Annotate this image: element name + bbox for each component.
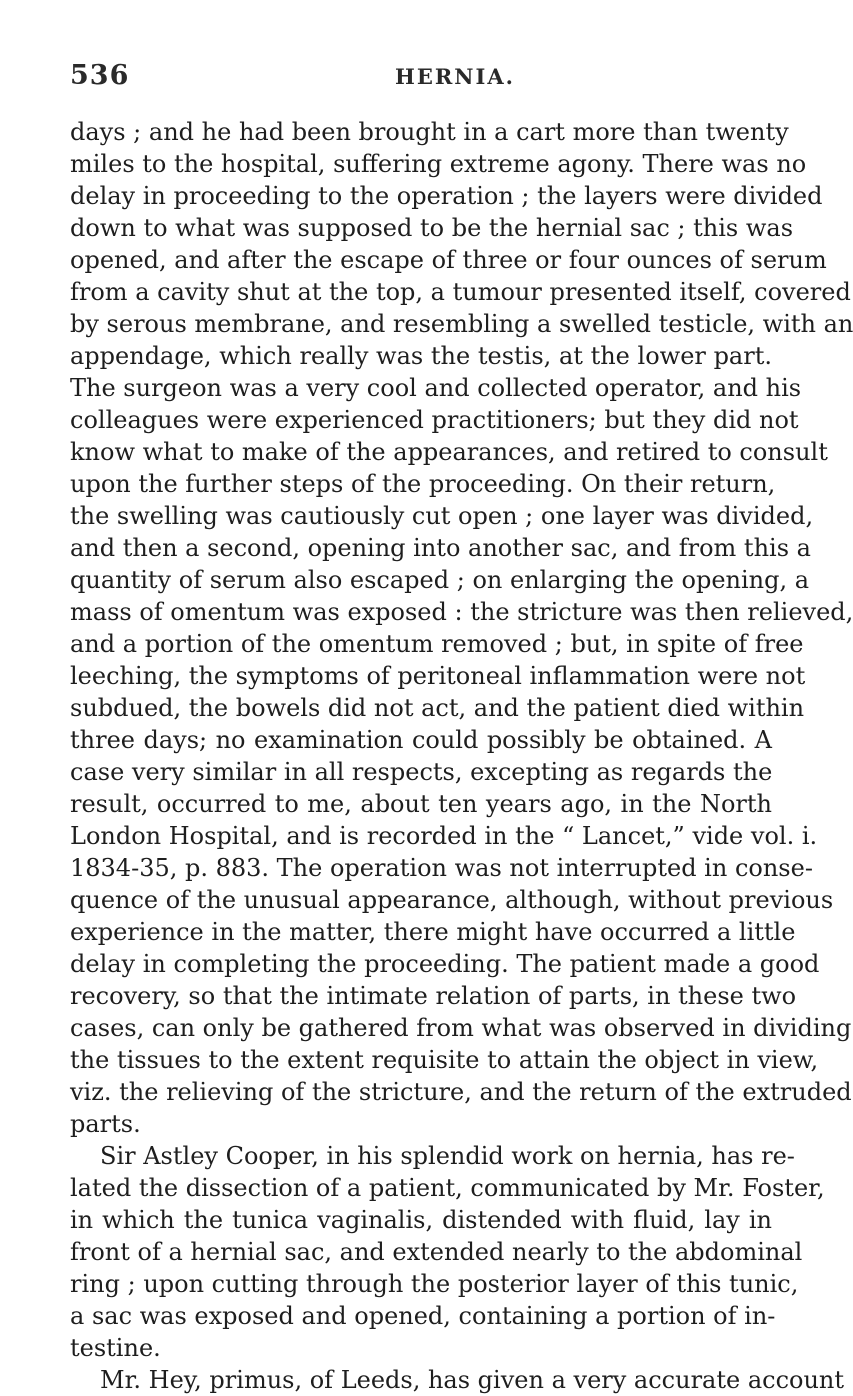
text-line: in which the tunica vaginalis, distended with fluid, lay in xyxy=(70,1206,772,1234)
text-line: miles to the hospital, suffering extreme agony. There was no xyxy=(70,150,807,178)
text-line: three days; no examination could possibly be obtained. A xyxy=(70,726,772,754)
text-line: and a portion of the omentum removed ; but, in spite of free xyxy=(70,630,804,658)
text-line: experience in the matter, there might have occurred a little xyxy=(70,918,796,946)
body-text xyxy=(70,116,853,1396)
text-line: quantity of serum also escaped ; on enlarging the opening, a xyxy=(70,566,810,594)
text-line: days ; and he had been brought in a cart more than twenty xyxy=(70,118,789,146)
text-line: cases, can only be gathered from what was observed in dividing xyxy=(70,1014,852,1042)
text-line: The surgeon was a very cool and collected operator, and his xyxy=(70,374,802,402)
text-line: the tissues to the extent requisite to attain the object in view, xyxy=(70,1046,819,1074)
text-line: viz. the relieving of the stricture, and the return of the extruded xyxy=(70,1078,852,1106)
text-line: and then a second, opening into another sac, and from this a xyxy=(70,534,811,562)
text-line: by serous membrane, and resembling a swelled testicle, with an xyxy=(70,310,853,338)
text-line: delay in proceeding to the operation ; the layers were divided xyxy=(70,182,823,210)
text-line: know what to make of the appearances, and retired to consult xyxy=(70,438,828,466)
text-line: Sir Astley Cooper, in his splendid work on hernia, has re- xyxy=(100,1142,795,1170)
text-line: parts. xyxy=(70,1110,141,1138)
running-title: HERNIA. xyxy=(395,64,515,89)
text-line: upon the further steps of the proceeding. On their return, xyxy=(70,470,776,498)
text-line: recovery, so that the intimate relation of parts, in these two xyxy=(70,982,797,1010)
text-line: ring ; upon cutting through the posterior layer of this tunic, xyxy=(70,1270,799,1298)
text-line: opened, and after the escape of three or four ounces of serum xyxy=(70,246,827,274)
text-line: subdued, the bowels did not act, and the patient died within xyxy=(70,694,805,722)
text-line: colleagues were experienced practitioners; but they did not xyxy=(70,406,799,434)
text-line: quence of the unusual appearance, although, without previous xyxy=(70,886,834,914)
text-line: 1834-35, p. 883. The operation was not interrupted in conse- xyxy=(70,854,813,882)
text-line: from a cavity shut at the top, a tumour presented itself, covered xyxy=(70,278,851,306)
text-line: the swelling was cautiously cut open ; one layer was divided, xyxy=(70,502,814,530)
text-line: lated the dissection of a patient, communicated by Mr. Foster, xyxy=(70,1174,825,1202)
text-line: leeching, the symptoms of peritoneal inflammation were not xyxy=(70,662,806,690)
text-line: appendage, which really was the testis, at the lower part. xyxy=(70,342,772,370)
text-line: case very similar in all respects, excepting as regards the xyxy=(70,758,773,786)
text-line: front of a hernial sac, and extended nearly to the abdominal xyxy=(70,1238,803,1266)
text-line: London Hospital, and is recorded in the “ Lancet,” vide vol. i. xyxy=(70,822,818,850)
text-line: delay in completing the proceeding. The patient made a good xyxy=(70,950,820,978)
text-line: down to what was supposed to be the hernial sac ; this was xyxy=(70,214,794,242)
text-line: testine. xyxy=(70,1334,161,1362)
page-number: 536 xyxy=(70,60,130,91)
text-line: mass of omentum was exposed : the stricture was then relieved, xyxy=(70,598,853,626)
text-line: Mr. Hey, primus, of Leeds, has given a very accurate account xyxy=(100,1366,845,1394)
text-line: a sac was exposed and opened, containing a portion of in- xyxy=(70,1302,776,1330)
running-head xyxy=(70,60,770,94)
text-line: result, occurred to me, about ten years ago, in the North xyxy=(70,790,772,818)
